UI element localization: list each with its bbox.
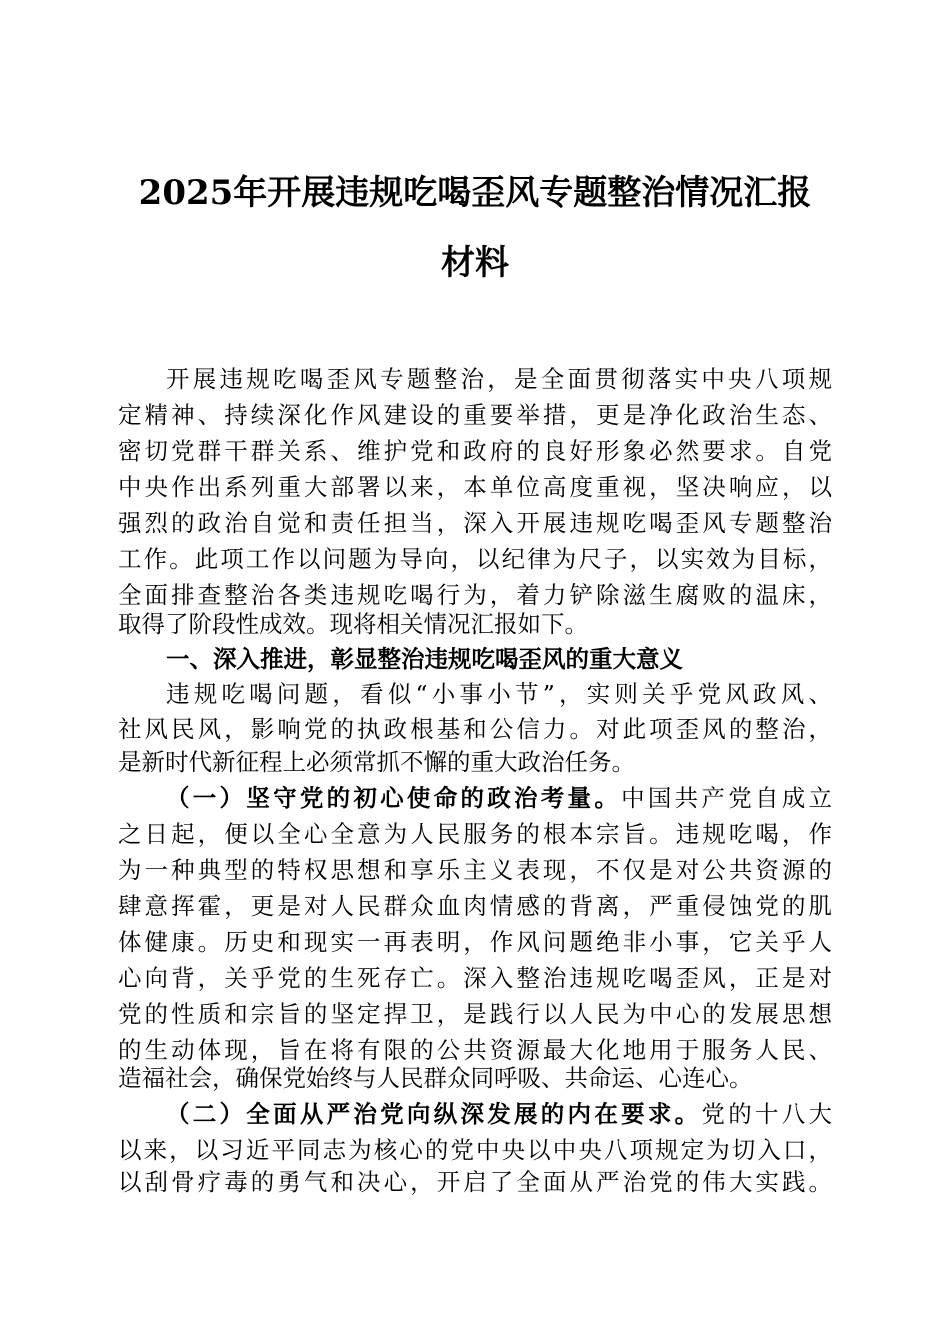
subsection-heading: （二）全面从严治党向纵深发展的内在要求。: [166, 1100, 702, 1128]
intro-line: 开展违规吃喝歪风专题整治，是全面贯彻落实中央八项规: [166, 365, 832, 393]
section1-line: 是新时代新征程上必须常抓不懈的重大政治任务。: [118, 748, 635, 776]
sub2-first-text: 党的十八大: [701, 1100, 833, 1128]
document-title-line-1: 2025年开展违规吃喝歪风专题整治情况汇报: [138, 173, 812, 213]
sub1-line: 党的性质和宗旨的坚定捍卫，是践行以人民为中心的发展思想: [118, 1000, 832, 1028]
intro-line: 强烈的政治自觉和责任担当，深入开展违规吃喝歪风专题整治: [118, 509, 832, 537]
sub1-line: 体健康。历史和现实一再表明，作风问题绝非小事，它关乎人: [118, 928, 832, 956]
sub1-line: 为一种典型的特权思想和享乐主义表现，不仅是对公共资源的: [118, 856, 832, 884]
document-title-line-2: 材料: [441, 243, 509, 283]
intro-line: 全面排查整治各类违规吃喝行为，着力铲除滋生腐败的温床，: [118, 581, 832, 609]
section-heading: 一、深入推进，彰显整治违规吃喝歪风的重大意义: [166, 645, 683, 673]
section1-line: 违规吃喝问题，看似“小事小节”，实则关乎党风政风、: [166, 680, 832, 708]
sub2-line: 以刮骨疗毒的勇气和决心，开启了全面从严治党的伟大实践。: [118, 1168, 832, 1196]
sub1-line: 的生动体现，旨在将有限的公共资源最大化地用于服务人民、: [118, 1036, 832, 1064]
subsection-heading: （一）坚守党的初心使命的政治考量。: [166, 784, 622, 812]
section1-line: 社风民风，影响党的执政根基和公信力。对此项歪风的整治，: [118, 715, 832, 743]
sub2-line: 以来，以习近平同志为核心的党中央以中央八项规定为切入口，: [118, 1136, 832, 1164]
intro-line: 取得了阶段性成效。现将相关情况汇报如下。: [118, 610, 588, 638]
sub1-line: 之日起，便以全心全意为人民服务的根本宗旨。违规吃喝，作: [118, 820, 832, 848]
intro-line: 定精神、持续深化作风建设的重要举措，更是净化政治生态、: [118, 401, 832, 429]
sub1-line: 造福社会，确保党始终与人民群众同呼吸、共命运、心连心。: [118, 1064, 753, 1092]
sub1-line: 肆意挥霍，更是对人民群众血肉情感的背离，严重侵蚀党的肌: [118, 892, 832, 920]
intro-line: 工作。此项工作以问题为导向，以纪律为尺子，以实效为目标，: [118, 545, 832, 573]
sub2-first-line: [166, 1097, 832, 1131]
sub1-first-line: [166, 781, 832, 815]
sub1-line: 心向背，关乎党的生死存亡。深入整治违规吃喝歪风，正是对: [118, 964, 832, 992]
sub1-first-text: 中国共产党自成立: [621, 784, 833, 812]
intro-line: 中央作出系列重大部署以来，本单位高度重视，坚决响应，以: [118, 473, 832, 501]
intro-line: 密切党群干群关系、维护党和政府的良好形象必然要求。自党: [118, 437, 832, 465]
